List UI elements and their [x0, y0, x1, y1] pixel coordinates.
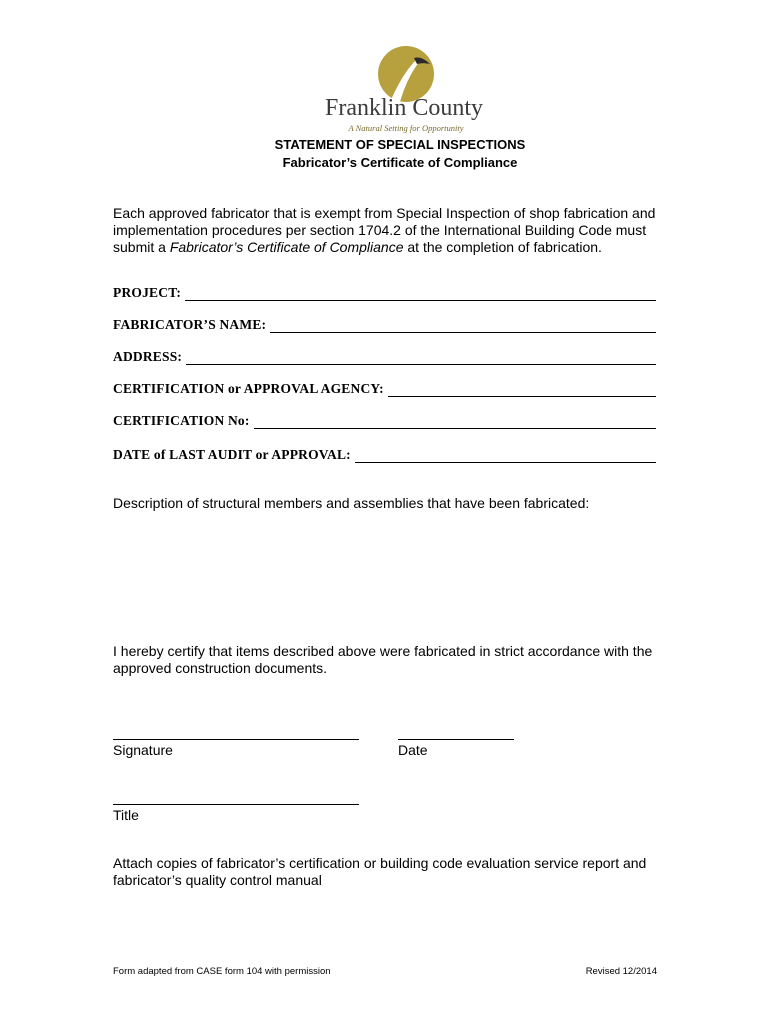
audit-date-label: DATE of LAST AUDIT or APPROVAL: — [113, 447, 351, 462]
date-label: Date — [398, 742, 428, 758]
date-line[interactable] — [398, 739, 514, 740]
certification-no-field[interactable] — [113, 411, 656, 429]
description-label: Description of structural members and assemblies that have been fabricated: — [113, 495, 590, 511]
project-label: PROJECT: — [113, 285, 182, 300]
intro-emphasis: Fabricator’s Certificate of Compliance — [169, 239, 404, 255]
agency-field[interactable] — [113, 379, 656, 397]
certification-no-input-line[interactable] — [254, 415, 656, 429]
certification-no-label: CERTIFICATION No: — [113, 413, 250, 428]
agency-input-line[interactable] — [388, 383, 656, 397]
audit-date-field[interactable] — [113, 445, 656, 463]
footer-revision: Revised 12/2014 — [585, 966, 657, 977]
certify-statement: I hereby certify that items described above were fabricated in strict accordance with the approved construction documents. — [113, 643, 653, 676]
intro-paragraph — [113, 205, 673, 256]
signature-label: Signature — [113, 742, 173, 758]
fabricator-name-field[interactable] — [113, 315, 656, 333]
title-line[interactable] — [113, 804, 359, 805]
audit-date-input-line[interactable] — [355, 449, 656, 463]
attach-instructions: Attach copies of fabricator’s certification or building code evaluation service report and fabricator’s quality control manual — [113, 855, 647, 888]
project-input-line[interactable] — [185, 287, 656, 301]
fabricator-name-label: FABRICATOR’S NAME: — [113, 317, 267, 332]
agency-label: CERTIFICATION or APPROVAL AGENCY: — [113, 381, 384, 396]
page-title: STATEMENT OF SPECIAL INSPECTIONS — [274, 137, 526, 152]
page-subtitle: Fabricator’s Certificate of Compliance — [282, 155, 518, 170]
address-field[interactable] — [113, 347, 656, 365]
intro-text-2: at the completion of fabrication. — [403, 239, 602, 255]
fabricator-name-input-line[interactable] — [270, 319, 656, 333]
footer-source: Form adapted from CASE form 104 with permission — [113, 966, 331, 977]
address-input-line[interactable] — [186, 351, 656, 365]
project-field[interactable] — [113, 283, 656, 301]
address-label: ADDRESS: — [113, 349, 183, 364]
signature-line[interactable] — [113, 739, 359, 740]
org-tagline: A Natural Setting for Opportunity — [348, 123, 464, 133]
title-label: Title — [113, 807, 139, 823]
intro-text-1: Each approved fabricator that is exempt from Special Inspection of shop fabrication and implementation procedures per section 1704.2 of the International Building Code must submit a — [113, 205, 656, 255]
org-name: Franklin County — [324, 95, 483, 121]
